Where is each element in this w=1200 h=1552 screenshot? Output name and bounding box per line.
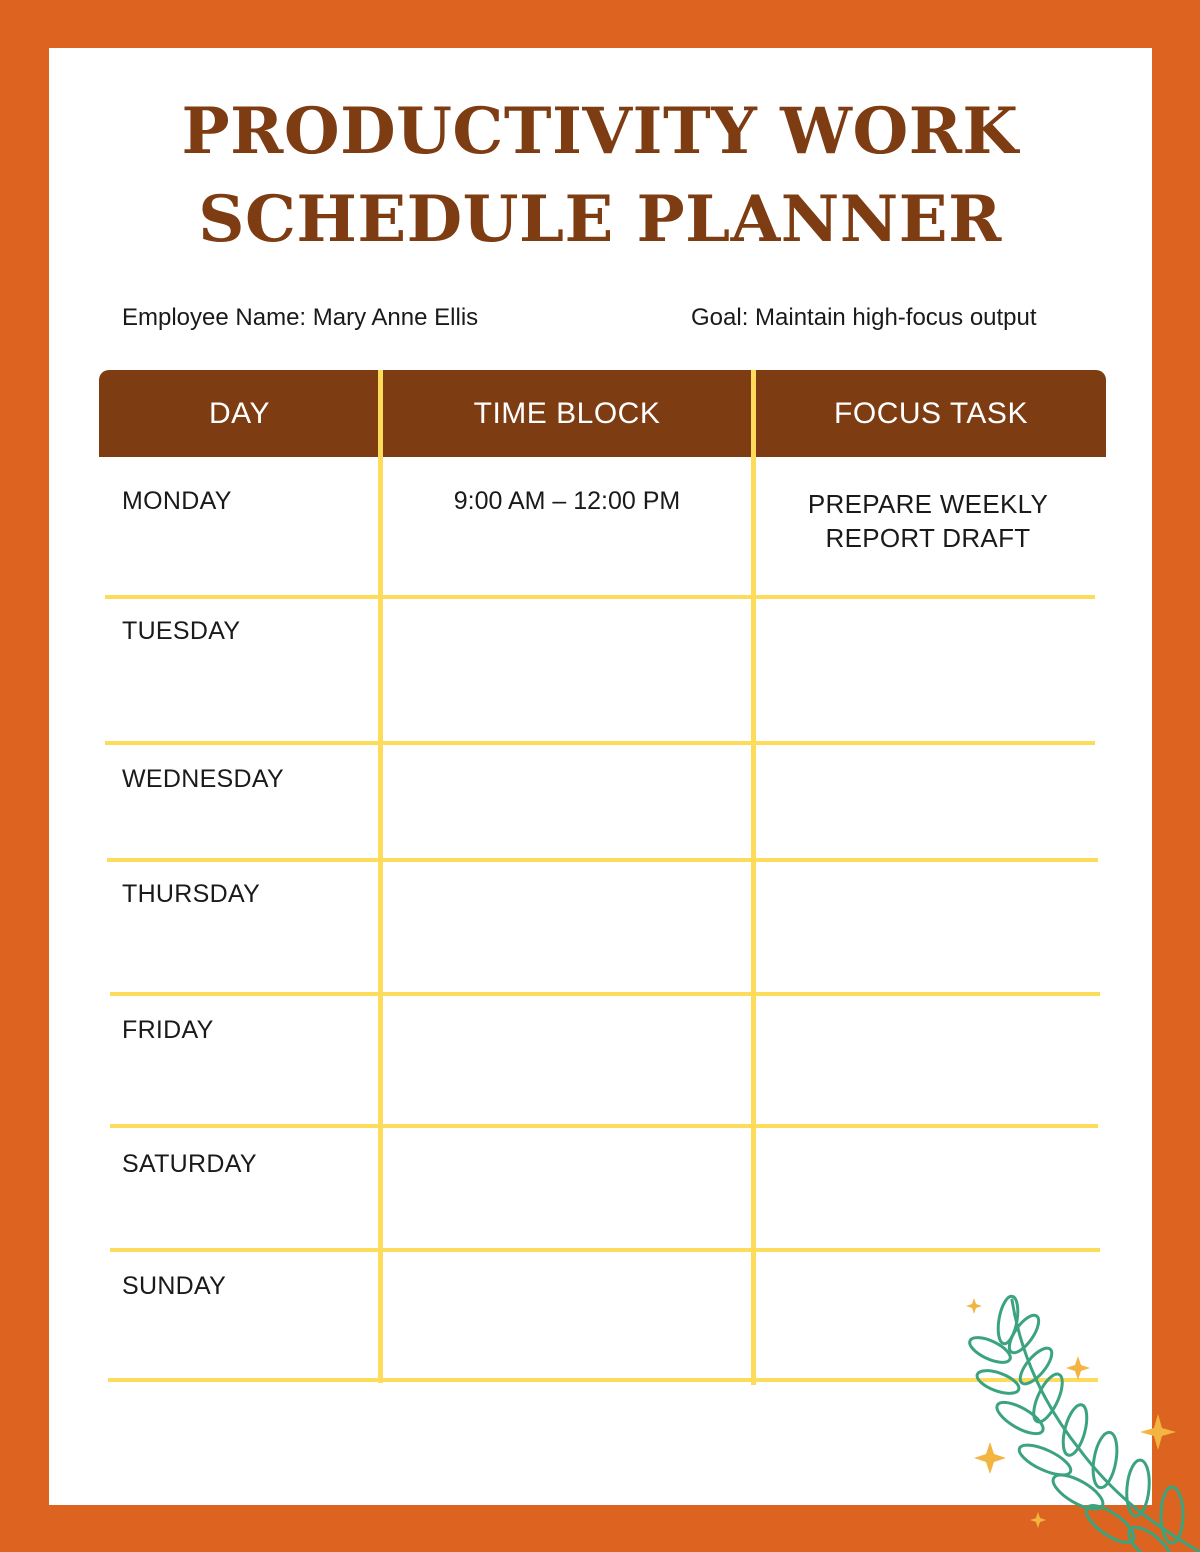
- goal-text: Goal: Maintain high-focus output: [691, 304, 1037, 331]
- day-tuesday: TUESDAY: [122, 617, 241, 645]
- title-line-2: SCHEDULE PLANNER: [198, 182, 1002, 257]
- row-divider: [105, 595, 1095, 599]
- time-block-monday: 9:00 AM – 12:00 PM: [453, 487, 681, 515]
- column-divider-2: [751, 370, 756, 1385]
- row-divider: [110, 1248, 1100, 1252]
- day-friday: FRIDAY: [122, 1016, 214, 1044]
- header-focus-task: FOCUS TASK: [834, 397, 1028, 430]
- employee-name: Employee Name: Mary Anne Ellis: [122, 304, 479, 331]
- day-thursday: THURSDAY: [122, 880, 261, 908]
- row-divider: [108, 1378, 1098, 1382]
- title-line-1: PRODUCTIVITY WORK: [181, 94, 1019, 169]
- row-divider: [110, 992, 1100, 996]
- header-time-block: TIME BLOCK: [473, 397, 661, 430]
- day-wednesday: WEDNESDAY: [122, 765, 284, 793]
- focus-task-line: REPORT DRAFT: [825, 523, 1031, 553]
- table-header: [99, 370, 1106, 457]
- row-divider: [107, 858, 1098, 862]
- focus-task-line: PREPARE WEEKLY: [807, 489, 1049, 519]
- day-saturday: SATURDAY: [122, 1150, 257, 1178]
- day-sunday: SUNDAY: [122, 1272, 227, 1300]
- header-day: DAY: [209, 397, 270, 430]
- row-divider: [105, 741, 1095, 745]
- row-divider: [110, 1124, 1098, 1128]
- leaf-branch-icon: [960, 1290, 1200, 1552]
- column-divider-1: [378, 370, 383, 1383]
- page-title: [0, 88, 1200, 264]
- day-monday: MONDAY: [122, 487, 232, 515]
- focus-task-monday: [758, 487, 1098, 555]
